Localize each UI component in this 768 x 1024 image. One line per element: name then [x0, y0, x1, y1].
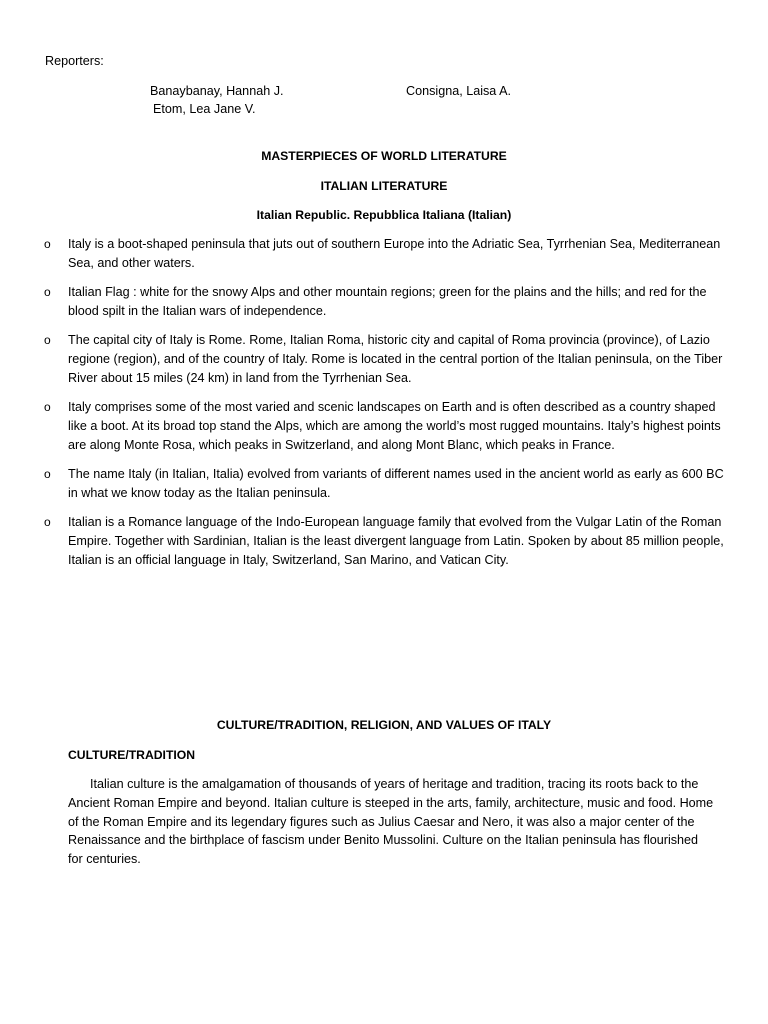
- bullet-text: Italy comprises some of the most varied and scenic landscapes on Earth and is often described as a country shaped like a boot. At its broad top stand the Alps, which are among the world’s most rugged mountains. Italy’s highest points are along Monte Rosa, which peaks in Switzerland, and along Mont Blanc, which peaks in France.: [68, 400, 721, 452]
- reporters-label: Reporters:: [45, 54, 104, 68]
- list-item: [0, 331, 768, 387]
- reporter-name: Etom, Lea Jane V.: [153, 102, 256, 116]
- reporter-name: Banaybanay, Hannah J.: [150, 84, 284, 98]
- section-heading: CULTURE/TRADITION, RELIGION, AND VALUES OF ITALY: [216, 718, 552, 732]
- list-item: [0, 398, 768, 454]
- list-item: [0, 465, 768, 503]
- culture-paragraph: Italian culture is the amalgamation of thousands of years of heritage and tradition, tracing its roots back to the Ancient Roman Empire and beyond. Italian culture is steeped in the arts, family, architecture, music and food. Home of the Roman Empire and its legendary figures such as Julius Caesar and Nero, it was also a major center of the Renaissance and the birthplace of fascism under Benito Mussolini. Culture on the Italian peninsula has flourished for centuries.: [68, 777, 714, 867]
- bullet-icon: o: [44, 466, 51, 481]
- document-title: MASTERPIECES OF WORLD LITERATURE: [261, 149, 507, 163]
- bullet-text: The name Italy (in Italian, Italia) evolved from variants of different names used in the ancient world as early as 600 BC in what we know today as the Italian peninsula.: [68, 466, 724, 500]
- list-item: [0, 513, 768, 569]
- reporter-name: Consigna, Laisa A.: [406, 84, 512, 98]
- section-subheading: CULTURE/TRADITION: [68, 748, 196, 762]
- bullet-text: Italy is a boot-shaped peninsula that juts out of southern Europe into the Adriatic Sea, Tyrrhenian Sea, Mediterranean Sea, and other waters.: [68, 237, 721, 270]
- bullet-icon: o: [44, 237, 51, 251]
- bullet-text: The capital city of Italy is Rome. Rome, Italian Roma, historic city and capital of Roma provincia (province), of Lazio regione (region), and of the country of Italy. Rome is located in the central portion of the Italian peninsula, on the Tiber River about 15 miles (24 km) in land from the Tyrrhenian Sea.: [68, 333, 723, 385]
- bullet-icon: o: [44, 400, 51, 415]
- bullet-text: Italian is a Romance language of the Indo-European language family that evolved from the Vulgar Latin of the Roman Empire. Together with Sardinian, Italian is the least divergent language from Latin. Spoken by about 85 million people, Italian is an official language in Italy, Switzerland, San Marino, and Vatican City.: [68, 515, 724, 567]
- bullet-text: Italian Flag : white for the snowy Alps and other mountain regions; green for the plains and the hills; and red for the blood spilt in the Italian wars of independence.: [68, 285, 707, 318]
- list-item: [0, 235, 768, 273]
- country-heading: Italian Republic. Repubblica Italiana (Italian): [256, 208, 512, 222]
- list-item: [0, 283, 768, 321]
- bullet-icon: o: [44, 333, 51, 348]
- bullet-list: [0, 235, 768, 580]
- bullet-icon: o: [44, 515, 51, 530]
- document-subtitle: ITALIAN LITERATURE: [320, 179, 448, 193]
- bullet-icon: o: [44, 285, 51, 300]
